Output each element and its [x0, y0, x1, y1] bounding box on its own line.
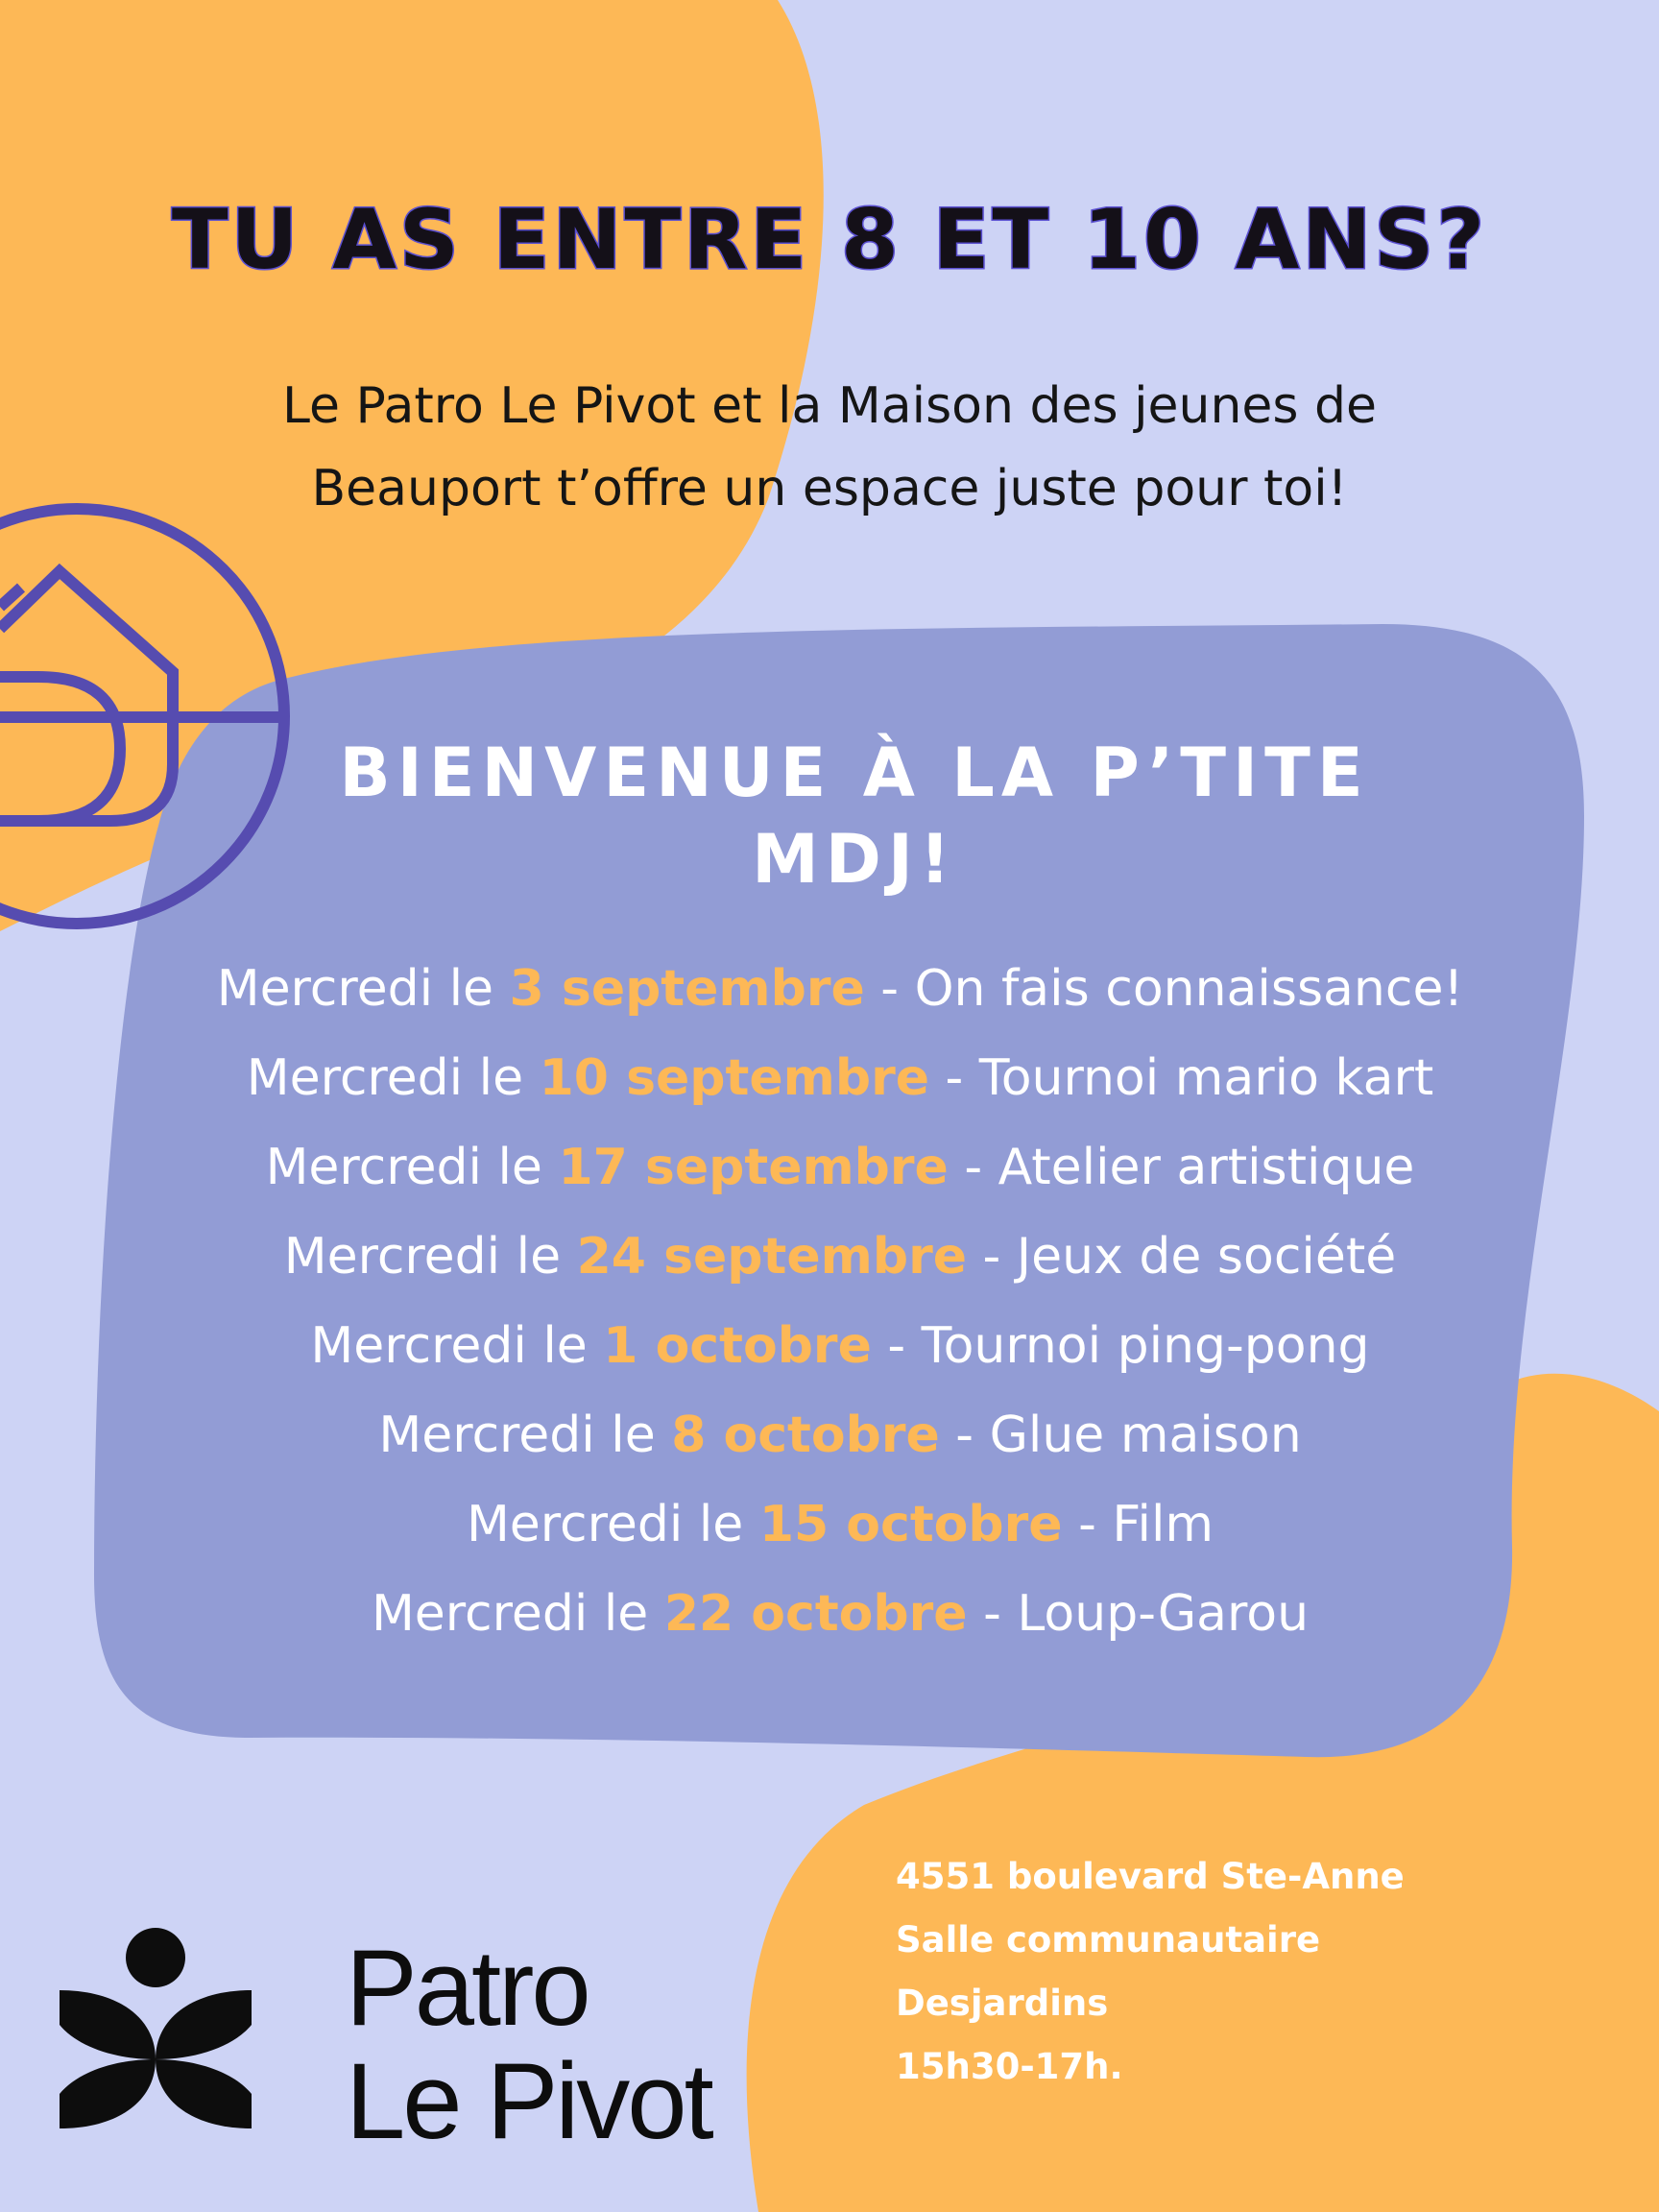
schedule-date: 15 octobre: [758, 1496, 1063, 1553]
address-block: [896, 1845, 1529, 2099]
patro-flower-icon: [60, 1925, 252, 2136]
schedule-day: Mercredi le: [378, 1407, 672, 1464]
schedule-item: [106, 1302, 1575, 1391]
schedule-date: 24 septembre: [576, 1228, 967, 1286]
schedule-activity: - Tournoi ping-pong: [871, 1317, 1370, 1375]
headline: TU AS ENTRE 8 ET 10 ANS?: [171, 192, 1488, 288]
schedule-day: Mercredi le: [283, 1228, 577, 1286]
welcome-title-line: MDJ!: [752, 820, 957, 899]
schedule-activity: - Atelier artistique: [948, 1139, 1415, 1196]
logo-line: Le Pivot: [346, 2041, 711, 2161]
schedule-activity: - Loup-Garou: [967, 1585, 1310, 1643]
schedule-date: 3 septembre: [509, 960, 865, 1018]
schedule-date: 1 octobre: [603, 1317, 872, 1375]
schedule-day: Mercredi le: [466, 1496, 759, 1553]
schedule-date: 17 septembre: [558, 1139, 949, 1196]
schedule-item: [106, 1391, 1575, 1480]
logo-wordmark: [346, 1928, 883, 2161]
intro-line: Beauport t’offre un espace juste pour toi!: [311, 460, 1348, 517]
schedule-item: [106, 1570, 1575, 1659]
intro-line: Le Patro Le Pivot et la Maison des jeunes de: [281, 377, 1378, 435]
schedule-time: 15h30-17h.: [896, 2046, 1123, 2087]
schedule-date: 8 octobre: [671, 1407, 940, 1464]
schedule-day: Mercredi le: [310, 1317, 604, 1375]
schedule-day: Mercredi le: [216, 960, 510, 1018]
address-line: Desjardins: [896, 1983, 1109, 2024]
address-line: 4551 boulevard Ste-Anne: [896, 1856, 1405, 1897]
schedule-item: [106, 1123, 1575, 1213]
schedule-day: Mercredi le: [265, 1139, 559, 1196]
welcome-title: [192, 730, 1517, 902]
address-line: Salle communautaire: [896, 1919, 1321, 1960]
welcome-title-line: BIENVENUE À LA P’TITE: [339, 733, 1370, 812]
schedule-list: [106, 945, 1575, 1659]
schedule-activity: - Glue maison: [939, 1407, 1302, 1464]
schedule-activity: - On fais connaissance!: [864, 960, 1464, 1018]
schedule-activity: - Film: [1062, 1496, 1214, 1553]
schedule-item: [106, 945, 1575, 1034]
intro-text: [157, 365, 1502, 530]
logo-line: Patro: [346, 1928, 589, 2048]
schedule-activity: - Tournoi mario kart: [928, 1049, 1434, 1107]
schedule-date: 22 octobre: [663, 1585, 968, 1643]
schedule-date: 10 septembre: [539, 1049, 929, 1107]
schedule-activity: - Jeux de société: [966, 1228, 1397, 1286]
schedule-item: [106, 1213, 1575, 1302]
schedule-day: Mercredi le: [246, 1049, 540, 1107]
schedule-item: [106, 1480, 1575, 1570]
schedule-day: Mercredi le: [371, 1585, 664, 1643]
schedule-item: [106, 1034, 1575, 1123]
